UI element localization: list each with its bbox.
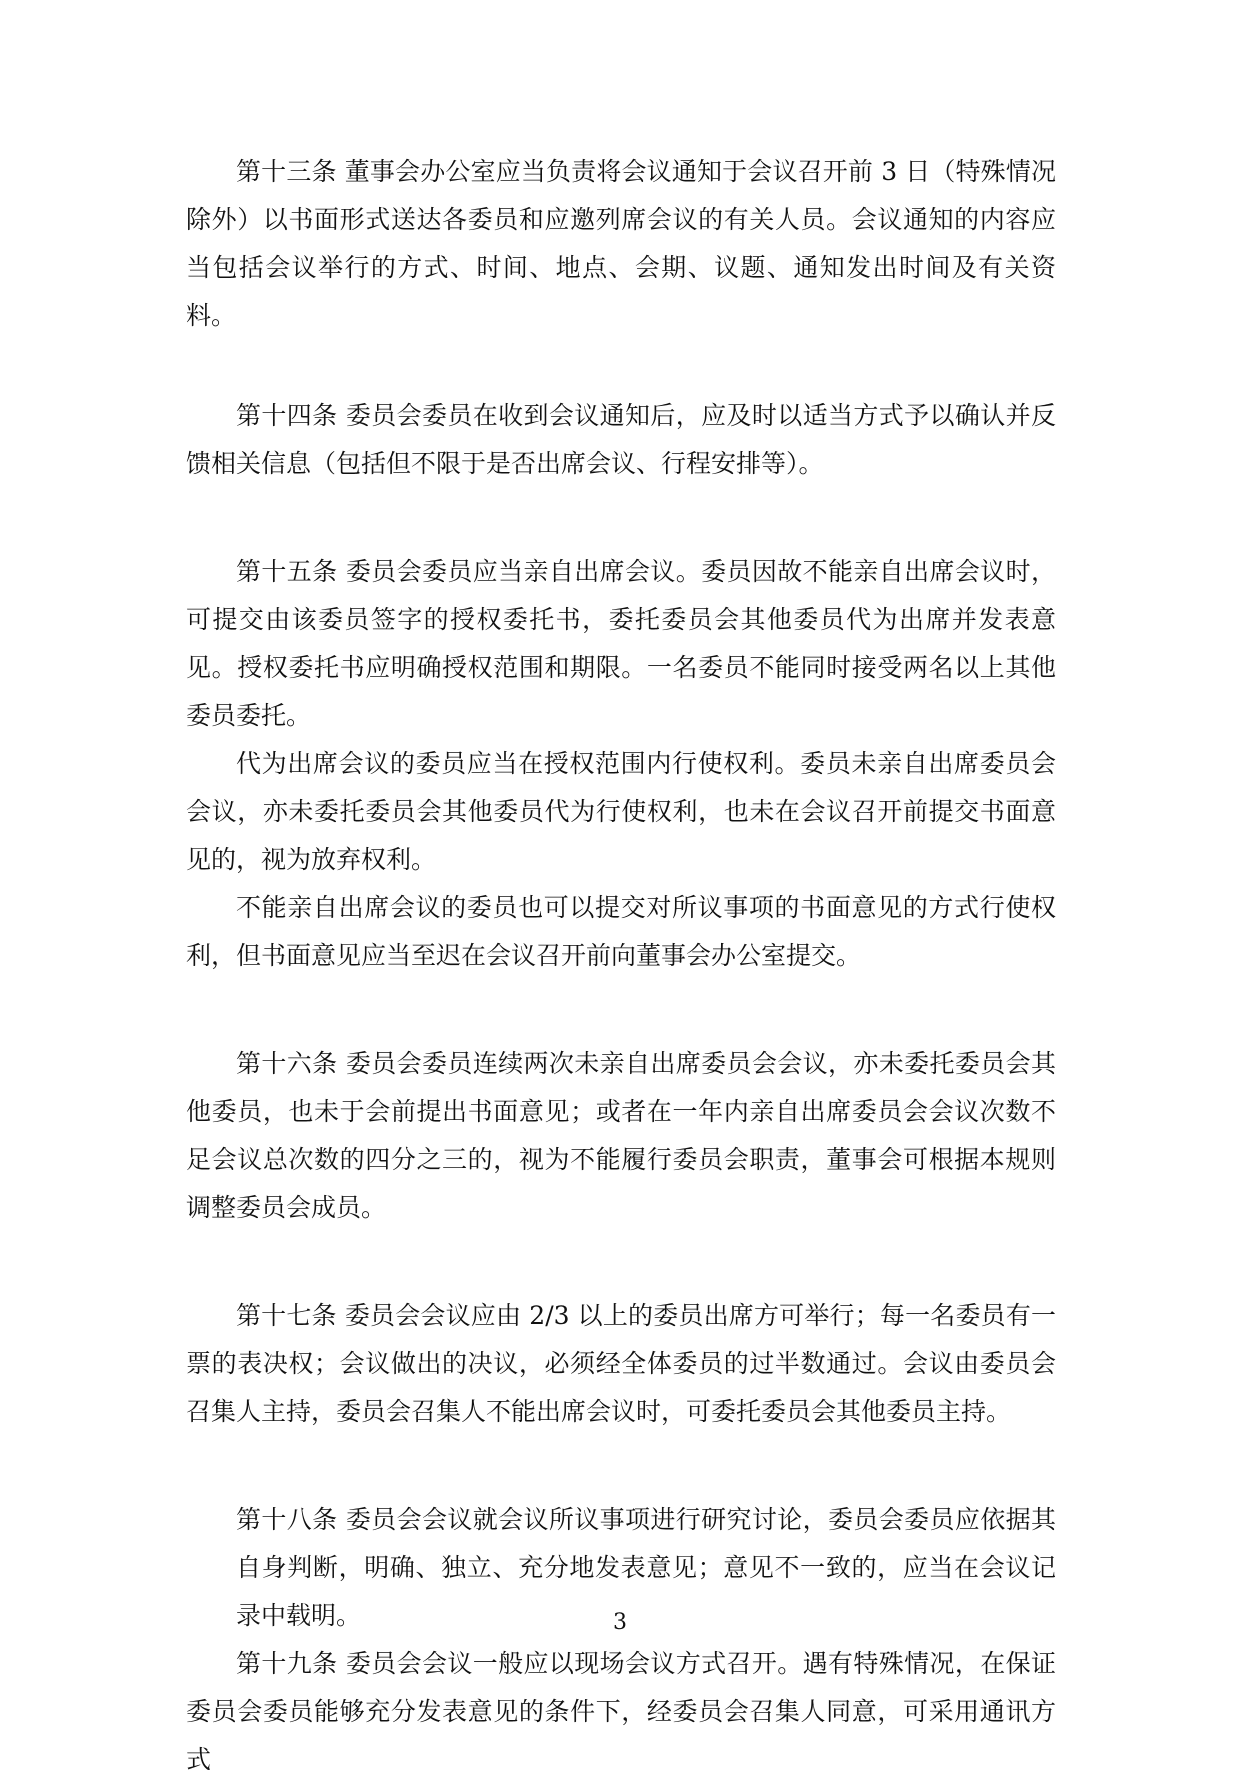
article-18-paragraph: 第十八条 委员会会议就会议所议事项进行研究讨论，委员会委员应依据其自身判断，明确、独立、充分地发表意见；意见不一致的，应当在会议记录中载明。 <box>236 1505 1056 1630</box>
page-number: 3 <box>613 1610 627 1635</box>
article-19-paragraph: 第十九条 委员会会议一般应以现场会议方式召开。遇有特殊情况，在保证委员会委员能够充分发表意见的条件下，经委员会召集人同意，可采用通讯方式 <box>186 1649 1056 1774</box>
article-16-paragraph: 第十六条 委员会委员连续两次未亲自出席委员会会议，亦未委托委员会其他委员，也未于会前提出书面意见；或者在一年内亲自出席委员会会议次数不足会议总次数的四分之三的，视为不能履行委员会职责，董事会可根据本规则调整委员会成员。 <box>186 1049 1056 1222</box>
article-13-paragraph: 第十三条 董事会办公室应当负责将会议通知于会议召开前 3 日（特殊情况除外）以书面形式送达各委员和应邀列席会议的有关人员。会议通知的内容应当包括会议举行的方式、时间、地点、会期、议题、通知发出时间及有关资料。 <box>186 157 1056 330</box>
article-14-paragraph: 第十四条 委员会委员在收到会议通知后，应及时以适当方式予以确认并反馈相关信息（包括但不限于是否出席会议、行程安排等）。 <box>186 401 1056 478</box>
article-15-proxy-paragraph: 代为出席会议的委员应当在授权范围内行使权利。委员未亲自出席委员会会议，亦未委托委员会其他委员代为行使权利，也未在会议召开前提交书面意见的，视为放弃权利。 <box>186 749 1056 874</box>
document-body <box>186 148 1056 1784</box>
article-17-paragraph: 第十七条 委员会会议应由 2/3 以上的委员出席方可举行；每一名委员有一票的表决权；会议做出的决议，必须经全体委员的过半数通过。会议由委员会召集人主持，委员会召集人不能出席会议时，可委托委员会其他委员主持。 <box>186 1301 1056 1426</box>
article-15-paragraph: 第十五条 委员会委员应当亲自出席会议。委员因故不能亲自出席会议时，可提交由该委员签字的授权委托书，委托委员会其他委员代为出席并发表意见。授权委托书应明确授权范围和期限。一名委员不能同时接受两名以上其他委员委托。 <box>186 557 1056 730</box>
article-15-written-opinion-paragraph: 不能亲自出席会议的委员也可以提交对所议事项的书面意见的方式行使权利，但书面意见应当至迟在会议召开前向董事会办公室提交。 <box>186 893 1056 970</box>
